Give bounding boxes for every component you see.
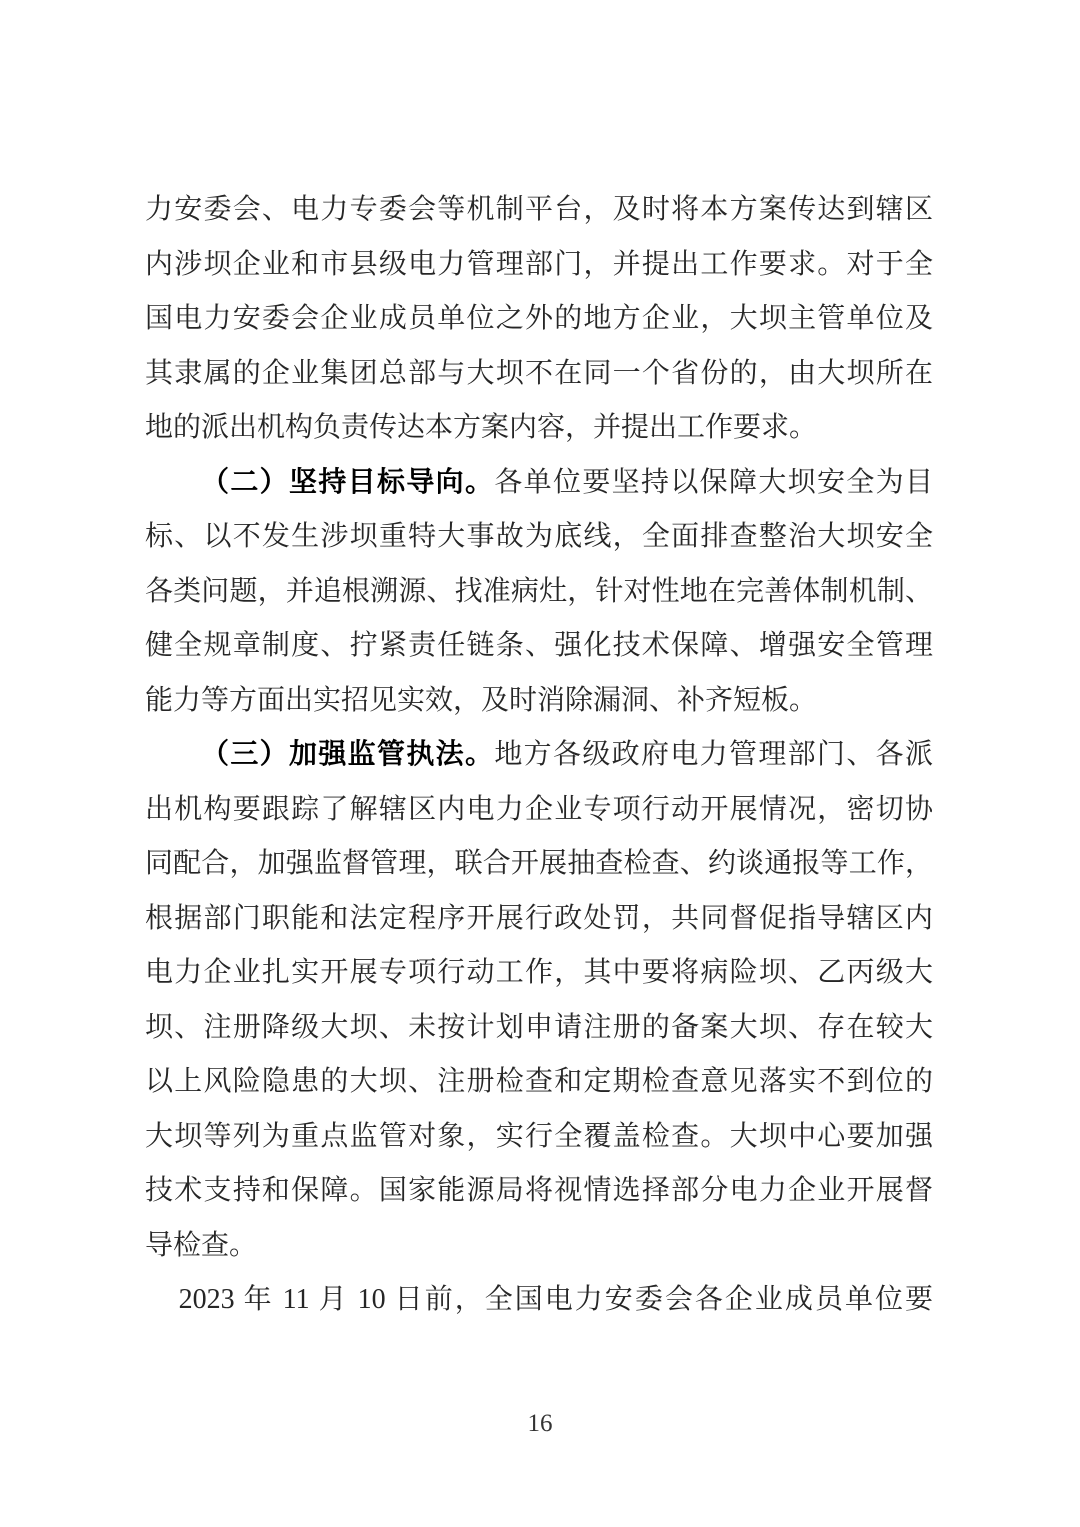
text-line — [145, 401, 933, 456]
body-text: 导检查。 — [145, 1229, 258, 1261]
text-line — [145, 183, 933, 238]
text-line — [145, 619, 933, 674]
text-line — [145, 347, 933, 402]
text-line — [145, 1055, 933, 1110]
body-text: 以上风险隐患的大坝、注册检查和定期检查意见落实不到位的 — [145, 1066, 933, 1097]
text-line — [145, 946, 933, 1001]
body-text: 其隶属的企业集团总部与大坝不在同一个省份的，由大坝所在 — [145, 357, 933, 389]
text-line — [145, 238, 933, 293]
body-text: 能力等方面出实招见实效，及时消除漏洞、补齐短板。 — [145, 684, 818, 716]
text-line — [145, 456, 933, 511]
body-text: 各单位要坚持以保障大坝安全为目 — [494, 466, 933, 498]
body-text: 大坝等列为重点监管对象，实行全覆盖检查。大坝中心要加强 — [145, 1120, 933, 1152]
body-text: 地的派出机构负责传达本方案内容，并提出工作要求。 — [145, 412, 818, 443]
text-line — [145, 783, 933, 838]
text-line — [145, 1001, 933, 1056]
text-line — [145, 837, 933, 892]
text-line — [145, 565, 933, 620]
body-text: 各类问题，并追根溯源、找准病灶，针对性地在完善体制机制、 — [145, 575, 933, 607]
text-line — [145, 510, 933, 565]
body-text: 2023 年 11 月 10 日前，全国电力安委会各企业成员单位要 — [178, 1284, 933, 1315]
body-text: 地方各级政府电力管理部门、各派 — [494, 739, 933, 770]
body-text: 电力企业扎实开展专项行动工作，其中要将病险坝、乙丙级大 — [145, 957, 933, 988]
text-line — [145, 728, 933, 783]
section-heading: （三）加强监管执法。 — [201, 739, 495, 770]
section-heading: （二）坚持目标导向。 — [201, 466, 495, 498]
text-line — [145, 1110, 933, 1165]
text-line — [145, 1273, 933, 1328]
text-line — [145, 674, 933, 729]
body-text: 国电力安委会企业成员单位之外的地方企业，大坝主管单位及 — [145, 303, 933, 334]
body-text: 健全规章制度、拧紧责任链条、强化技术保障、增强安全管理 — [145, 630, 933, 661]
text-line — [145, 1219, 933, 1274]
text-line — [145, 892, 933, 947]
document-body — [145, 183, 933, 1328]
body-text: 出机构要跟踪了解辖区内电力企业专项行动开展情况，密切协 — [145, 793, 933, 825]
body-text: 坝、注册降级大坝、未按计划申请注册的备案大坝、存在较大 — [145, 1011, 933, 1043]
body-text: 内涉坝企业和市县级电力管理部门，并提出工作要求。对于全 — [145, 248, 933, 280]
page-number: 16 — [527, 1410, 553, 1437]
body-text: 力安委会、电力专委会等机制平台，及时将本方案传达到辖区 — [145, 194, 933, 225]
text-line — [145, 292, 933, 347]
body-text: 技术支持和保障。国家能源局将视情选择部分电力企业开展督 — [145, 1175, 933, 1206]
body-text: 根据部门职能和法定程序开展行政处罚，共同督促指导辖区内 — [145, 902, 933, 934]
body-text: 同配合，加强监督管理，联合开展抽查检查、约谈通报等工作， — [145, 848, 933, 879]
text-line — [145, 1164, 933, 1219]
body-text: 标、以不发生涉坝重特大事故为底线，全面排查整治大坝安全 — [145, 521, 933, 552]
